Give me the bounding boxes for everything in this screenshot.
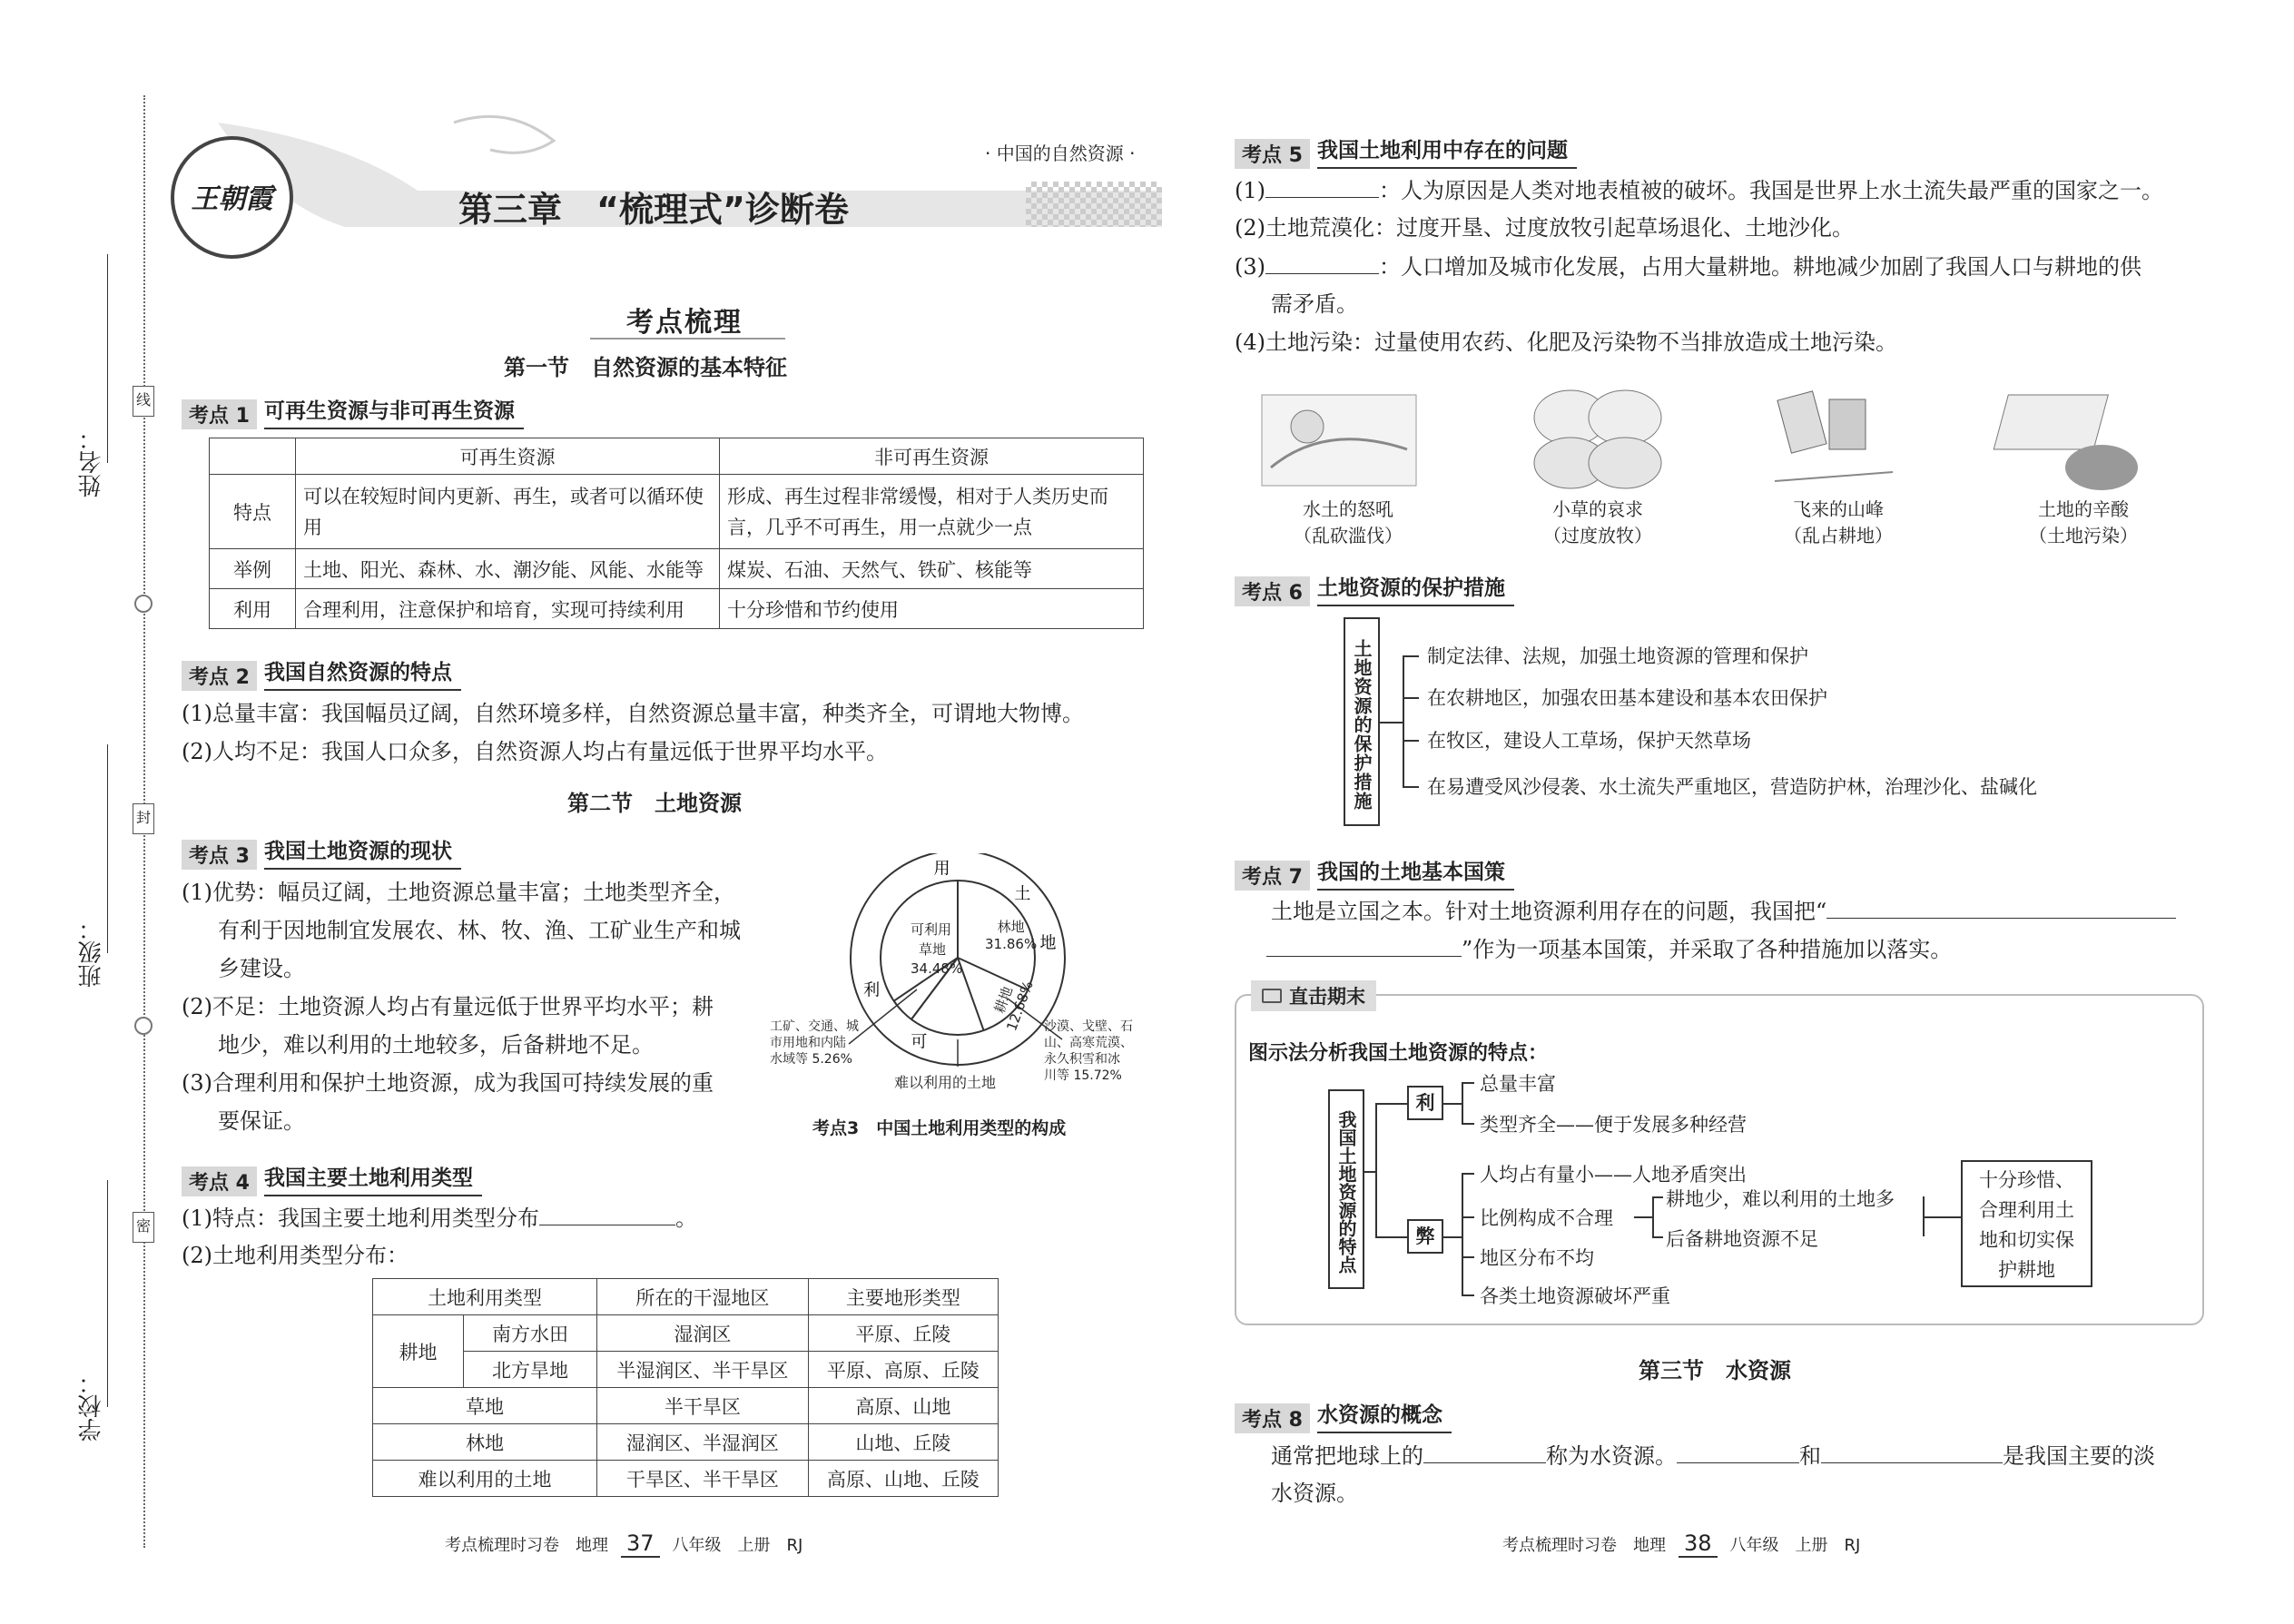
- table1-cell: 形成、再生过程非常缓慢，相对于人类历史而言，几乎不可再生，用一点就少一点: [720, 475, 1144, 549]
- k2-title: 我国自然资源的特点: [264, 654, 461, 691]
- table2-header: 所在的干湿地区: [596, 1279, 808, 1315]
- table2-cell: 半干旱区: [596, 1388, 808, 1424]
- pic-sub: （过度放牧）: [1543, 525, 1652, 546]
- table2-cell: 湿润区: [596, 1315, 808, 1352]
- k8-text: 称为水资源。: [1546, 1443, 1677, 1469]
- pic-sub: （乱占耕地）: [1784, 525, 1893, 546]
- table1-row-label: 利用: [210, 589, 296, 629]
- zj-connector: [1462, 1082, 1474, 1084]
- zj-connector: [1443, 1236, 1462, 1238]
- k3-tag: 考点 3: [182, 840, 257, 870]
- pie-label-urban: 工矿、交通、城 市用地和内陆 水域等 5.26%: [770, 1019, 859, 1067]
- seal-mark-feng: 封: [133, 803, 154, 834]
- k3-title: 我国土地资源的现状: [264, 832, 461, 870]
- k8-tag: 考点 8: [1235, 1403, 1310, 1433]
- k2-line-2: (2)人均不足：我国人口众多，自然资源人均占有量远低于世界平均水平。: [182, 739, 888, 764]
- zj-bi-bracket: [1462, 1173, 1463, 1294]
- k2-header: [182, 654, 461, 691]
- footer-right-grade: 八年级 上册 RJ: [1729, 1536, 1861, 1555]
- seal-mark-mi: 密: [133, 1212, 154, 1243]
- table2-sub: 南方水田: [464, 1315, 597, 1352]
- zhiji-question: 图示法分析我国土地资源的特点：: [1248, 1042, 1549, 1065]
- binding-class-line: [107, 744, 108, 953]
- logo-seal: [171, 136, 293, 259]
- zj-result-connector: [1923, 1216, 1961, 1218]
- k4-line-1-text: (1)特点：我国主要土地利用类型分布: [182, 1206, 539, 1231]
- k6-tick: [1403, 655, 1419, 657]
- k6-header: [1235, 569, 1514, 606]
- zj-connector: [1634, 1216, 1652, 1218]
- zj-li-box: 利: [1407, 1086, 1443, 1120]
- k6-item: 在易遭受风沙侵袭、水土流失严重地区，营造防护林，治理沙化、盐碱化: [1427, 776, 2037, 798]
- binding-circle-1: [134, 595, 153, 613]
- k7-line-2-text: ”作为一项基本国策，并采取了各种措施加以落实。: [1462, 937, 1953, 962]
- table1-cell: 合理利用，注意保护和培育，实现可持续利用: [296, 589, 720, 629]
- table2-type: 草地: [373, 1388, 597, 1424]
- k1-tag: 考点 1: [182, 399, 257, 429]
- table2-type: 林地: [373, 1424, 597, 1461]
- zj-main-bracket: [1375, 1103, 1377, 1236]
- pie-label-farm: 耕地 12.68%: [991, 979, 1037, 1034]
- k6-title: 土地资源的保护措施: [1317, 569, 1514, 606]
- k6-tag: 考点 6: [1235, 576, 1310, 606]
- k7-line-1-text: 土地是立国之本。针对土地资源利用存在的问题，我国把“: [1271, 899, 1827, 924]
- footer-right-text: 考点梳理时习卷 地理: [1502, 1536, 1666, 1555]
- pie-ring-label: 土: [1014, 884, 1031, 904]
- page-number-37: 37: [621, 1530, 660, 1558]
- zj-sub-item: 后备耕地资源不足: [1666, 1228, 1818, 1250]
- k8-blank-2[interactable]: [1677, 1436, 1799, 1463]
- table1-row-label: 特点: [210, 475, 296, 549]
- seal-mark-xian: 线: [133, 386, 154, 417]
- pic-caption-4: [2011, 495, 2156, 547]
- table2-sub: 北方旱地: [464, 1352, 597, 1388]
- zhiji-tag: [1251, 980, 1376, 1011]
- footer-left-grade: 八年级 上册 RJ: [672, 1536, 803, 1555]
- k6-tick: [1403, 786, 1419, 788]
- table2-cell: 平原、高原、丘陵: [808, 1352, 998, 1388]
- zj-bi-item: 人均占有量小——人地矛盾突出: [1480, 1164, 1747, 1186]
- zj-connector: [1462, 1123, 1474, 1125]
- pie-label-grass-1: 可利用: [911, 921, 952, 938]
- table2-farmland: 耕地: [373, 1315, 464, 1388]
- k3-line: 有利于因地制宜发展农、林、牧、渔、工矿业生产和城: [218, 918, 741, 943]
- pic-sub: （乱砍滥伐）: [1294, 525, 1403, 546]
- zj-bi-box: 弊: [1407, 1219, 1443, 1254]
- cartoon-pollution: [1993, 386, 2147, 495]
- k7-title: 我国的土地基本国策: [1317, 853, 1514, 891]
- table1-header-renew: 可再生资源: [296, 438, 720, 475]
- cartoon-buildings: [1766, 381, 1902, 495]
- binding-school-line: [107, 1180, 108, 1407]
- table1-cell: 煤炭、石油、天然气、铁矿、核能等: [720, 549, 1144, 589]
- table1-cell: 十分珍惜和节约使用: [720, 589, 1144, 629]
- land-type-table: [372, 1278, 999, 1497]
- k5-line-2: (2)土地荒漠化：过度开垦、过度放牧引起草场退化、土地沙化。: [1235, 215, 1854, 241]
- k8-line-2: 水资源。: [1271, 1481, 1358, 1506]
- heading-underline: [590, 338, 785, 340]
- zj-bi-item: 地区分布不均: [1480, 1247, 1594, 1269]
- pie-ring-label: 地: [1039, 933, 1057, 953]
- checker-pattern: [1026, 182, 1162, 227]
- table2-cell: 高原、山地、丘陵: [808, 1461, 998, 1497]
- zhiji-tag-text: 直击期末: [1289, 986, 1365, 1008]
- zj-li-bracket: [1462, 1082, 1463, 1123]
- k6-item: 在牧区，建设人工草场，保护天然草场: [1427, 730, 1751, 752]
- k3-line: 乡建设。: [218, 956, 305, 981]
- zj-bi-item: 各类土地资源破坏严重: [1480, 1285, 1670, 1307]
- k5-header: [1235, 132, 1577, 169]
- pie-label-grass-2: 草地: [919, 941, 947, 958]
- k3-line: 地少，难以利用的土地较多，后备耕地不足。: [218, 1032, 654, 1058]
- k8-text: 是我国主要的淡: [2003, 1443, 2155, 1469]
- k8-blank-1[interactable]: [1423, 1436, 1546, 1463]
- chapter-title: 第三章 “梳理式”诊断卷: [458, 190, 849, 230]
- k5-line-1: [1235, 171, 2163, 210]
- binding-name-label: 姓名：: [78, 427, 105, 497]
- pic-title: 水土的怒吼: [1303, 498, 1393, 520]
- k2-tag: 考点 2: [182, 661, 257, 691]
- zj-connector: [1462, 1173, 1474, 1175]
- table2-cell: 山地、丘陵: [808, 1424, 998, 1461]
- k6-tick: [1403, 740, 1419, 742]
- pie-ring-label: 利: [863, 980, 881, 1000]
- k7-blank-2[interactable]: [1266, 930, 1462, 957]
- zj-connector: [1375, 1236, 1407, 1238]
- k5-line-3-pre: (3): [1235, 254, 1265, 280]
- pie-ring-label: 用: [933, 859, 950, 879]
- table2-cell: 高原、山地: [808, 1388, 998, 1424]
- resource-table: [209, 438, 1144, 629]
- k4-title: 我国主要土地利用类型: [264, 1159, 482, 1196]
- pic-title: 土地的辛酸: [2038, 498, 2129, 520]
- k5-title: 我国土地利用中存在的问题: [1317, 132, 1577, 169]
- k3-line: 要保证。: [218, 1108, 305, 1134]
- table1-cell: 可以在较短时间内更新、再生，或者可以循环使用: [296, 475, 720, 549]
- binding-name-line: [107, 254, 108, 463]
- k4-blank[interactable]: [539, 1198, 675, 1225]
- cartoon-grass: [1525, 381, 1670, 495]
- table1-header-nonrenew: 非可再生资源: [720, 438, 1144, 475]
- table2-header: 主要地形类型: [808, 1279, 998, 1315]
- k5-blank-3[interactable]: [1265, 247, 1379, 274]
- zj-connector: [1652, 1196, 1663, 1198]
- cartoon-soil-erosion: [1253, 386, 1425, 495]
- binding-class-label: 班级：: [78, 917, 105, 988]
- zj-result-bracket: [1923, 1196, 1925, 1236]
- k6-bracket: [1403, 655, 1404, 788]
- zj-connector: [1462, 1216, 1474, 1218]
- book-icon: [1262, 989, 1282, 1003]
- k1-title: 可再生资源与非可再生资源: [264, 392, 524, 429]
- footer-left-text: 考点梳理时习卷 地理: [445, 1536, 608, 1555]
- k8-blank-3[interactable]: [1821, 1436, 2003, 1463]
- binding-school-label: 学校：: [78, 1371, 105, 1442]
- k2-line-1: (1)总量丰富：我国幅员辽阔，自然环境多样，自然资源总量丰富，种类齐全，可谓地大物博。: [182, 701, 1084, 726]
- logo-text: 王朝霞: [191, 183, 273, 215]
- zj-li-item: 类型齐全——便于发展多种经营: [1480, 1114, 1747, 1136]
- sec1-title: 第一节 自然资源的基本特征: [504, 355, 787, 380]
- k7-tag: 考点 7: [1235, 861, 1310, 891]
- pic-title: 飞来的山峰: [1793, 498, 1884, 520]
- footer-right: [1502, 1530, 1860, 1558]
- k5-line-3: [1235, 247, 2141, 286]
- zj-sub-bracket: [1652, 1196, 1654, 1236]
- k8-header: [1235, 1396, 1452, 1433]
- table2-cell: 平原、丘陵: [808, 1315, 998, 1352]
- k7-line-1: [1271, 891, 2176, 930]
- k6-tick: [1403, 697, 1419, 699]
- pie-label-grass-3: 34.48%: [911, 960, 963, 977]
- k4-line-1-end: 。: [675, 1206, 697, 1231]
- pic-caption-3: [1766, 495, 1911, 547]
- k6-box: 土地资源的保护措施: [1344, 617, 1380, 826]
- footer-left: [445, 1530, 802, 1558]
- k5-line-4: 需矛盾。: [1271, 291, 1358, 317]
- k4-line-2: (2)土地利用类型分布：: [182, 1243, 409, 1268]
- sec3-title: 第三节 水资源: [1639, 1358, 1791, 1383]
- zj-li-item: 总量丰富: [1480, 1073, 1556, 1095]
- table1-cell: 土地、阳光、森林、水、潮汐能、风能、水能等: [296, 549, 720, 589]
- table2-cell: 半湿润区、半干旱区: [596, 1352, 808, 1388]
- k7-blank-1[interactable]: [1826, 891, 2176, 919]
- table2-cell: 湿润区、半湿润区: [596, 1424, 808, 1461]
- k1-header: [182, 392, 524, 429]
- k7-line-2: [1266, 930, 1952, 969]
- zj-sub-item: 耕地少，难以利用的土地多: [1666, 1188, 1895, 1210]
- k3-line: (2)不足：土地资源人均占有量远低于世界平均水平；耕: [182, 994, 714, 1019]
- k7-header: [1235, 853, 1514, 891]
- pie-caption: 考点3 中国土地利用类型的构成: [812, 1118, 1067, 1138]
- pic-sub: （土地污染）: [2029, 525, 2138, 546]
- subject-tag: · 中国的自然资源 ·: [985, 143, 1136, 164]
- binding-circle-2: [134, 1017, 153, 1035]
- k3-header: [182, 832, 461, 870]
- k8-text: 通常把地球上的: [1271, 1443, 1423, 1469]
- k5-line-5: (4)土地污染：过量使用农药、化肥及污染物不当排放造成土地污染。: [1235, 330, 1897, 355]
- k5-line-1-pre: (1): [1235, 178, 1265, 203]
- page-number-38: 38: [1679, 1530, 1718, 1558]
- zj-result-box: 十分珍惜、合理利用土地和切实保护耕地: [1961, 1160, 2092, 1287]
- sec2-title: 第二节 土地资源: [567, 791, 742, 816]
- k3-line: (3)合理利用和保护土地资源，成为我国可持续发展的重: [182, 1070, 714, 1096]
- table2-header: 土地利用类型: [373, 1279, 597, 1315]
- pic-caption-1: [1275, 495, 1421, 547]
- zj-connector: [1462, 1256, 1474, 1258]
- k6-connector: [1380, 722, 1403, 723]
- k5-blank-1[interactable]: [1265, 171, 1379, 198]
- pie-label-desert: 沙漠、戈壁、石 山、高寒荒漠、 永久积雪和冰 川等 15.72%: [1044, 1019, 1133, 1083]
- pie-label-forest: 林地 31.86%: [985, 919, 1038, 952]
- pie-ring-label: 可: [911, 1032, 928, 1052]
- k6-item: 制定法律、法规，加强土地资源的管理和保护: [1427, 645, 1808, 667]
- k8-title: 水资源的概念: [1317, 1396, 1452, 1433]
- zj-connector: [1462, 1294, 1474, 1296]
- section-heading: 考点梳理: [626, 307, 743, 339]
- zj-connector: [1375, 1103, 1407, 1105]
- zj-connector: [1443, 1103, 1462, 1105]
- k6-item: 在农耕地区，加强农田基本建设和基本农田保护: [1427, 687, 1827, 709]
- zj-bi-item: 比例构成不合理: [1480, 1207, 1613, 1229]
- zj-main-box: 我国土地资源的特点: [1328, 1089, 1364, 1289]
- land-use-pie-chart: [763, 853, 1171, 1153]
- k5-line-3-post: ：人口增加及城市化发展，占用大量耕地。耕地减少加剧了我国人口与耕地的供: [1379, 254, 2141, 280]
- k5-line-1-post: ：人为原因是人类对地表植被的破坏。我国是世界上水土流失最严重的国家之一。: [1379, 178, 2163, 203]
- k4-header: [182, 1159, 482, 1196]
- table1-corner: [210, 438, 296, 475]
- pie-label-hard: 难以利用的土地: [894, 1074, 997, 1091]
- k5-tag: 考点 5: [1235, 139, 1310, 169]
- k4-tag: 考点 4: [182, 1166, 257, 1196]
- table1-row-label: 举例: [210, 549, 296, 589]
- table2-type: 难以利用的土地: [373, 1461, 597, 1497]
- k3-line: (1)优势：幅员辽阔，土地资源总量丰富；土地类型齐全，: [182, 880, 735, 905]
- zj-connector: [1364, 1171, 1375, 1173]
- table2-cell: 干旱区、半干旱区: [596, 1461, 808, 1497]
- zj-connector: [1652, 1236, 1663, 1238]
- pic-caption-2: [1525, 495, 1670, 547]
- k4-line-1: [182, 1198, 697, 1237]
- k8-line-1: [1271, 1436, 2155, 1475]
- k8-text: 和: [1799, 1443, 1821, 1469]
- pic-title: 小草的哀求: [1552, 498, 1643, 520]
